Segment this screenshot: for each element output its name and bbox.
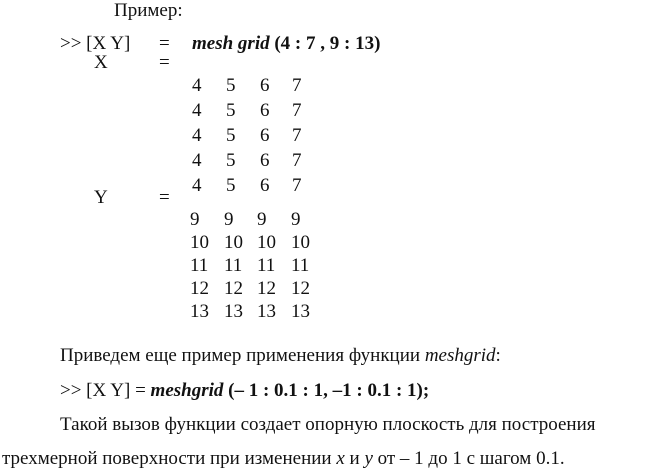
paragraph-2-part-b: и (344, 448, 365, 469)
paragraph-1-func: meshgrid (424, 345, 496, 366)
function-args-1: (4 : 7 , 9 : 13) (274, 33, 381, 54)
y-matrix-cell: 9 (224, 209, 234, 230)
x-matrix-cell: 7 (292, 150, 302, 171)
y-matrix-cell: 10 (291, 232, 310, 253)
x-matrix-cell: 6 (260, 150, 270, 171)
x-matrix-cell: 7 (292, 125, 302, 146)
x-matrix-cell: 4 (192, 150, 202, 171)
y-matrix-cell: 12 (291, 278, 310, 299)
y-matrix-cell: 11 (224, 255, 243, 276)
x-matrix-cell: 7 (292, 100, 302, 121)
x-matrix-cell: 6 (260, 125, 270, 146)
y-matrix-cell: 11 (257, 255, 276, 276)
command-2-args: (– 1 : 0.1 : 1, –1 : 0.1 : 1); (223, 380, 430, 401)
x-matrix-cell: 7 (292, 75, 302, 96)
y-label: Y (94, 187, 108, 208)
y-matrix-cell: 10 (224, 232, 243, 253)
y-matrix-cell: 10 (190, 232, 209, 253)
command-equals-1: = (159, 33, 170, 54)
paragraph-1 (60, 345, 501, 367)
paragraph-2-part-a: трехмерной поверхности при изменении (2, 448, 337, 469)
x-label: X (94, 52, 108, 73)
y-matrix-cell: 12 (224, 278, 243, 299)
x-matrix-cell: 6 (260, 75, 270, 96)
y-matrix-cell: 11 (190, 255, 209, 276)
y-matrix-cell: 13 (190, 301, 209, 322)
y-matrix-cell: 11 (291, 255, 310, 276)
x-matrix-cell: 5 (226, 150, 236, 171)
example-heading: Пример: (114, 0, 183, 21)
x-matrix-cell: 4 (192, 75, 202, 96)
x-matrix-cell: 7 (292, 175, 302, 196)
y-matrix-cell: 12 (257, 278, 276, 299)
command-line-1 (192, 33, 380, 55)
y-equals: = (159, 187, 170, 208)
paragraph-2-line-1: Такой вызов функции создает опорную плоскость для построения (60, 414, 596, 435)
x-matrix-cell: 6 (260, 175, 270, 196)
paragraph-1-tail: : (495, 345, 501, 366)
x-matrix-cell: 4 (192, 100, 202, 121)
y-matrix-cell: 13 (257, 301, 276, 322)
y-matrix-cell: 9 (257, 209, 267, 230)
paragraph-2-var-y: y (364, 448, 373, 469)
x-matrix-cell: 4 (192, 175, 202, 196)
y-matrix-cell: 13 (291, 301, 310, 322)
y-matrix-cell: 9 (190, 209, 200, 230)
y-matrix-cell: 10 (257, 232, 276, 253)
command-line-2 (60, 380, 429, 402)
x-equals: = (159, 52, 170, 73)
x-matrix-cell: 6 (260, 100, 270, 121)
command-2-func: meshgrid (150, 380, 224, 401)
y-matrix-cell: 9 (291, 209, 301, 230)
paragraph-2-line-2 (2, 448, 565, 470)
x-matrix-cell: 5 (226, 75, 236, 96)
x-matrix-cell: 4 (192, 125, 202, 146)
x-matrix-cell: 5 (226, 125, 236, 146)
x-matrix-cell: 5 (226, 100, 236, 121)
x-matrix-cell: 5 (226, 175, 236, 196)
function-name-meshgrid: mesh grid (192, 33, 270, 54)
y-matrix-cell: 12 (190, 278, 209, 299)
command-prompt-2: >> [X Y] = (60, 380, 151, 401)
paragraph-2-part-c: от – 1 до 1 с шагом 0.1. (372, 448, 565, 469)
paragraph-1-text: Приведем еще пример применения функции (60, 345, 425, 366)
paragraph-2-var-x: x (336, 448, 345, 469)
y-matrix-cell: 13 (224, 301, 243, 322)
command-prompt-1: >> [X Y] (60, 33, 131, 54)
